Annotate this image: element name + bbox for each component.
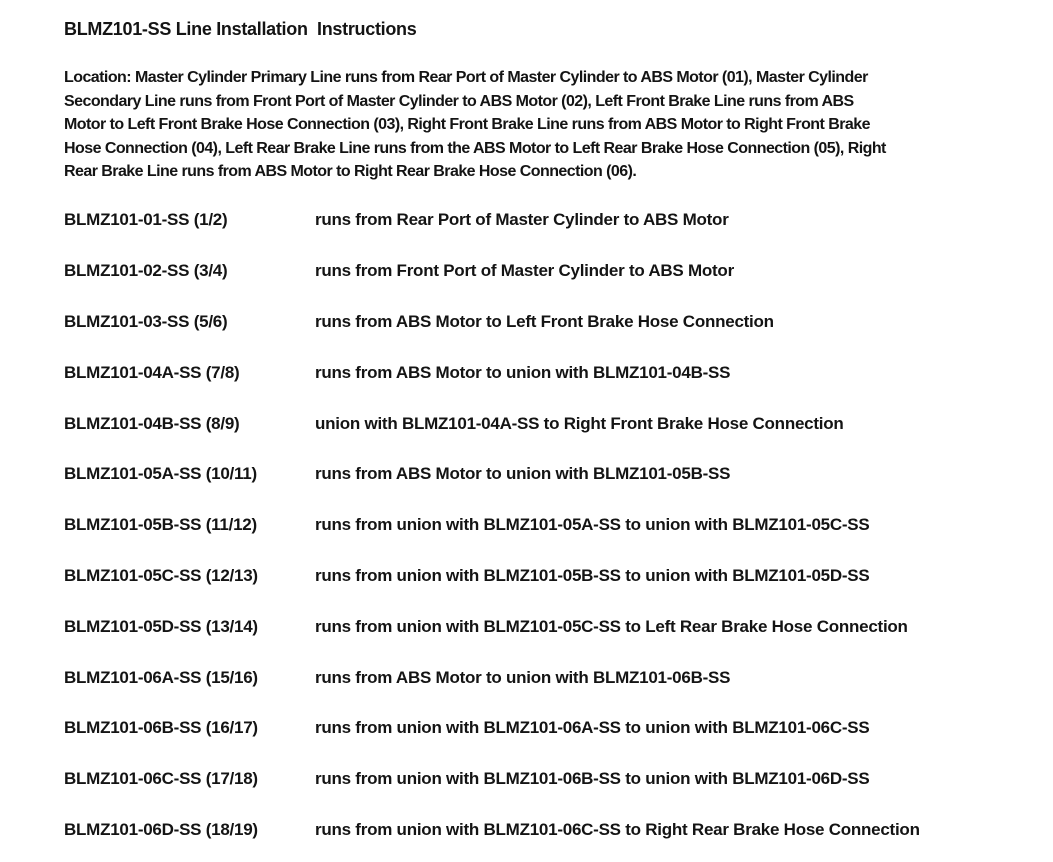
line-row-06c [64,754,1024,805]
route-description: runs from union with BLMZ101-06B-SS to union with BLMZ101-06D-SS [315,769,870,789]
part-number: BLMZ101-02-SS (3/4) [64,261,228,281]
route-description: runs from Rear Port of Master Cylinder to ABS Motor [315,210,729,230]
part-number: BLMZ101-06D-SS (18/19) [64,819,258,839]
part-number: BLMZ101-05A-SS (10/11) [64,464,257,484]
location-line-2: Secondary Line runs from Front Port of Master Cylinder to ABS Motor (02), Left Front Brake Line runs from ABS [64,92,854,110]
part-number: BLMZ101-05B-SS (11/12) [64,515,257,535]
route-description: runs from union with BLMZ101-05B-SS to union with BLMZ101-05D-SS [315,565,870,585]
line-row-02 [64,246,1024,297]
location-line-1: Location: Master Cylinder Primary Line runs from Rear Port of Master Cylinder to ABS Motor (01), Master Cylinder [64,69,868,86]
part-number: BLMZ101-06C-SS (17/18) [64,769,258,789]
part-number: BLMZ101-06B-SS (16/17) [64,718,258,738]
part-number: BLMZ101-01-SS (1/2) [64,210,228,230]
route-description: runs from ABS Motor to union with BLMZ101-06B-SS [315,667,731,687]
route-description: union with BLMZ101-04A-SS to Right Front Brake Hose Connection [315,413,844,433]
route-description: runs from ABS Motor to Left Front Brake Hose Connection [315,311,774,331]
line-row-05b [64,500,1024,551]
line-row-06a [64,652,1024,703]
route-description: runs from union with BLMZ101-06C-SS to Right Rear Brake Hose Connection [315,819,920,839]
location-line-4: Hose Connection (04), Left Rear Brake Line runs from the ABS Motor to Left Rear Brake Hose Connection (05), Right [64,139,886,157]
part-number: BLMZ101-06A-SS (15/16) [64,667,258,687]
part-number: BLMZ101-05C-SS (12/13) [64,565,258,585]
route-description: runs from ABS Motor to union with BLMZ101-05B-SS [315,464,731,484]
line-row-01 [64,195,1024,246]
route-description: runs from Front Port of Master Cylinder to ABS Motor [315,261,734,281]
part-number: BLMZ101-03-SS (5/6) [64,311,228,331]
line-row-04a [64,347,1024,398]
line-row-05c [64,551,1024,602]
line-row-03 [64,297,1024,348]
line-row-06d [64,805,1024,856]
line-row-04b [64,398,1024,449]
line-list [64,195,1024,855]
route-description: runs from ABS Motor to union with BLMZ101-04B-SS [315,362,731,382]
part-number: BLMZ101-04B-SS (8/9) [64,413,240,433]
page-title: BLMZ101-SS Line Installation Instructions [64,19,417,39]
part-number: BLMZ101-04A-SS (7/8) [64,362,240,382]
route-description: runs from union with BLMZ101-05A-SS to union with BLMZ101-05C-SS [315,515,870,535]
part-number: BLMZ101-05D-SS (13/14) [64,616,258,636]
line-row-05a [64,449,1024,500]
location-paragraph [64,66,1004,184]
line-row-05d [64,601,1024,652]
location-line-5: Rear Brake Line runs from ABS Motor to Right Rear Brake Hose Connection (06). [64,163,637,180]
route-description: runs from union with BLMZ101-05C-SS to Left Rear Brake Hose Connection [315,616,908,636]
line-row-06b [64,703,1024,754]
location-line-3: Motor to Left Front Brake Hose Connection (03), Right Front Brake Line runs from ABS Motor to Right Front Brake [64,116,870,133]
route-description: runs from union with BLMZ101-06A-SS to union with BLMZ101-06C-SS [315,718,870,738]
